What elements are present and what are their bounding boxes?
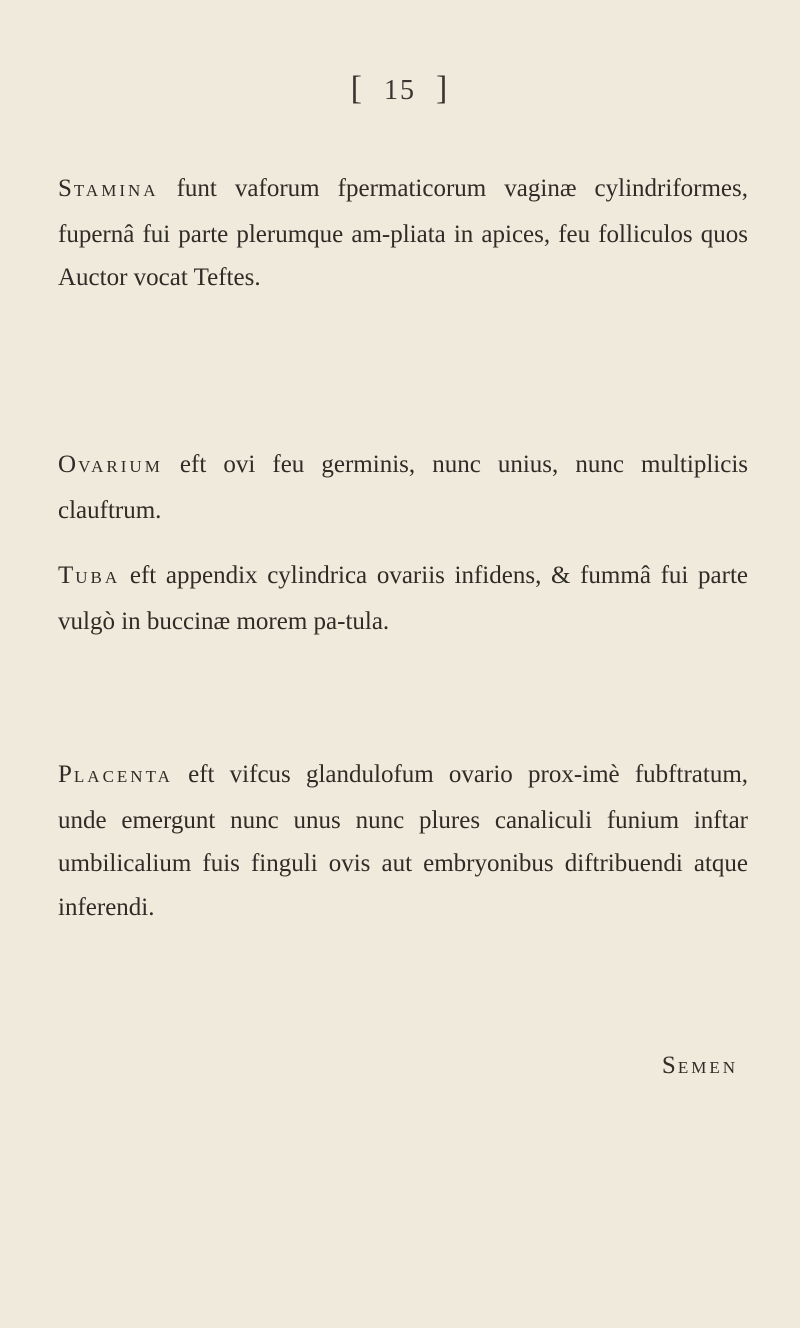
term-ovarium	[58, 451, 163, 478]
catchword-initial: S	[661, 1052, 678, 1079]
term-rest: TAMINA	[73, 181, 159, 200]
term-initial: S	[58, 175, 74, 202]
entry-tuba	[58, 554, 748, 643]
term-rest: LACENTA	[73, 767, 173, 786]
definition-tuba: eft appendix cylindrica ovariis infidens, & fummâ fui parte vulgò in buccinæ morem pa-tula.	[58, 562, 748, 635]
term-initial: O	[58, 451, 79, 478]
term-tuba	[58, 562, 120, 589]
page-number: 15	[384, 75, 416, 106]
term-placenta	[58, 761, 173, 788]
bracket-open: [	[350, 70, 364, 107]
term-stamina	[58, 175, 159, 202]
term-rest: VARIUM	[78, 457, 163, 476]
term-rest: UBA	[75, 568, 121, 587]
catchword-rest: EMEN	[677, 1058, 738, 1077]
definition-stamina: funt vaforum fpermaticorum vaginæ cylindriformes, fupernâ fui parte plerumque am-pliata in apices, feu folliculos quos Auctor vocat Teftes.	[58, 175, 748, 291]
term-initial: P	[58, 761, 74, 788]
definition-placenta: eft vifcus glandulofum ovario prox-imè fubftratum, unde emergunt nunc unus nunc plures canaliculi funium inftar umbilicalium fuis finguli ovis aut embryonibus diftribuendi atque inferendi.	[58, 761, 749, 921]
entry-placenta	[58, 753, 748, 929]
entry-stamina	[58, 167, 748, 300]
definition-ovarium: eft ovi feu germinis, nunc unius, nunc multiplicis clauftrum.	[58, 451, 748, 524]
page-header	[0, 72, 800, 106]
entry-ovarium	[58, 443, 748, 532]
catchword	[662, 1052, 738, 1080]
bracket-close: ]	[436, 70, 450, 107]
term-initial: T	[58, 562, 76, 589]
